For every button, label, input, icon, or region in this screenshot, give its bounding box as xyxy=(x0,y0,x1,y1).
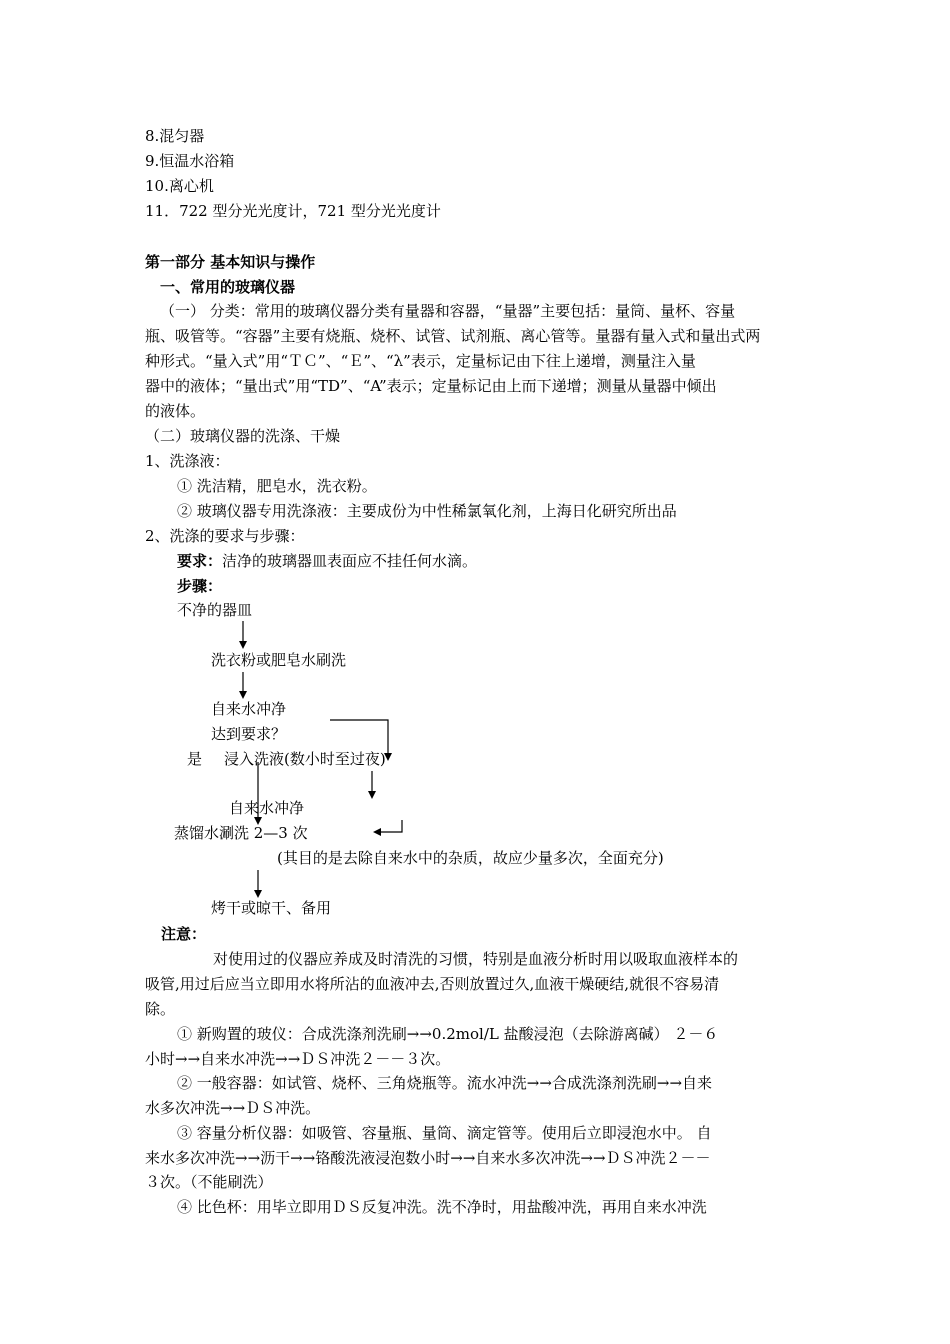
list-item-8: 8.混匀器 xyxy=(145,127,205,145)
note-volumetric: ３次。（不能刷洗） xyxy=(145,1173,273,1191)
note-new-glassware: 小时→→自来水冲洗→→ＤＳ冲洗２－－３次。 xyxy=(145,1050,451,1068)
classification-line: 瓶、吸管等。“容器”主要有烧瓶、烧杯、试管、试剂瓶、离心管等。量器有量入式和量出式两 xyxy=(145,327,761,345)
section-title: 一、常用的玻璃仪器 xyxy=(160,278,296,296)
note-volumetric: ③ 容量分析仪器：如吸管、容量瓶、量筒、滴定管等。使用后立即浸泡水中。 自 xyxy=(177,1124,712,1142)
notes-paragraph: 吸管,用过后应当立即用水将所沾的血液冲去,否则放置过久,血液干燥硬结,就很不容易清 xyxy=(145,975,720,993)
classification-line: 器中的液体；“量出式”用“TD”、“A”表示；定量标记由上而下递增；测量从量器中倾出 xyxy=(145,377,717,395)
flow-note-purpose: (其目的是去除自来水中的杂质，故应少量多次，全面充分) xyxy=(277,849,664,867)
requirement-label: 要求： xyxy=(177,552,223,570)
wash-liquid-item: ① 洗洁精，肥皂水，洗衣粉。 xyxy=(177,477,377,495)
note-new-glassware: ① 新购置的玻仪：合成洗涤剂洗刷→→0.2mol/L 盐酸浸泡（去除游离碱） ２－６ xyxy=(177,1025,719,1043)
flow-step-soak: 浸入洗液(数小时至过夜) xyxy=(224,750,386,768)
flow-step-tap-rinse-2: 自来水冲净 xyxy=(229,799,305,817)
note-cuvette: ④ 比色杯：用毕立即用ＤＳ反复冲洗。洗不净时，用盐酸冲洗，再用自来水冲洗 xyxy=(177,1198,707,1216)
wash-liquid-title: 1、洗涤液： xyxy=(145,452,230,470)
notes-paragraph: 除。 xyxy=(145,1000,176,1018)
classification-line: 的液体。 xyxy=(145,402,206,420)
note-general-containers: ② 一般容器：如试管、烧杯、三角烧瓶等。流水冲洗→→合成洗涤剂洗刷→→自来 xyxy=(177,1074,713,1092)
part-title: 第一部分 基本知识与操作 xyxy=(145,253,316,271)
subsection-title: （二）玻璃仪器的洗涤、干燥 xyxy=(145,427,341,445)
note-volumetric: 来水多次冲洗→→沥干→→铬酸洗液浸泡数小时→→自来水多次冲洗→→ＤＳ冲洗２－－ xyxy=(145,1149,711,1167)
flow-step-brush: 洗衣粉或肥皂水刷洗 xyxy=(211,651,347,669)
classification-line: （一） 分类：常用的玻璃仪器分类有量器和容器，“量器”主要包括：量筒、量杯、容量 xyxy=(160,302,736,320)
requirement-text: 洁净的玻璃器皿表面应不挂任何水滴。 xyxy=(222,552,478,570)
arrow-no-branch xyxy=(330,720,388,757)
arrow-return xyxy=(377,820,402,832)
list-item-10: 10.离心机 xyxy=(145,177,214,195)
flow-step-dry: 烤干或晾干、备用 xyxy=(211,899,332,917)
notes-paragraph: 对使用过的仪器应养成及时清洗的习惯，特别是血液分析时用以吸取血液样本的 xyxy=(213,950,739,968)
steps-title: 2、洗涤的要求与步骤： xyxy=(145,527,305,545)
flow-yes-label: 是 xyxy=(187,750,203,768)
flow-step-tap-rinse: 自来水冲净 xyxy=(211,700,287,718)
classification-line: 种形式。“量入式”用“ＴＣ”、“Ｅ”、“λ”表示，定量标记由下往上递增，测量注入量 xyxy=(145,352,696,370)
flow-step-distilled: 蒸馏水涮洗 2—3 次 xyxy=(174,824,308,842)
notes-label: 注意： xyxy=(161,925,207,943)
procedure-label: 步骤： xyxy=(177,577,223,595)
list-item-9: 9.恒温水浴箱 xyxy=(145,152,235,170)
note-general-containers: 水多次冲洗→→ＤＳ冲洗。 xyxy=(145,1099,321,1117)
wash-liquid-item: ② 玻璃仪器专用洗涤液：主要成份为中性稀氯氧化剂，上海日化研究所出品 xyxy=(177,502,677,520)
flow-step-dirty: 不净的器皿 xyxy=(177,601,253,619)
list-item-11: 11．722 型分光光度计，721 型分光光度计 xyxy=(145,202,441,220)
flow-decision: 达到要求？ xyxy=(211,725,287,743)
